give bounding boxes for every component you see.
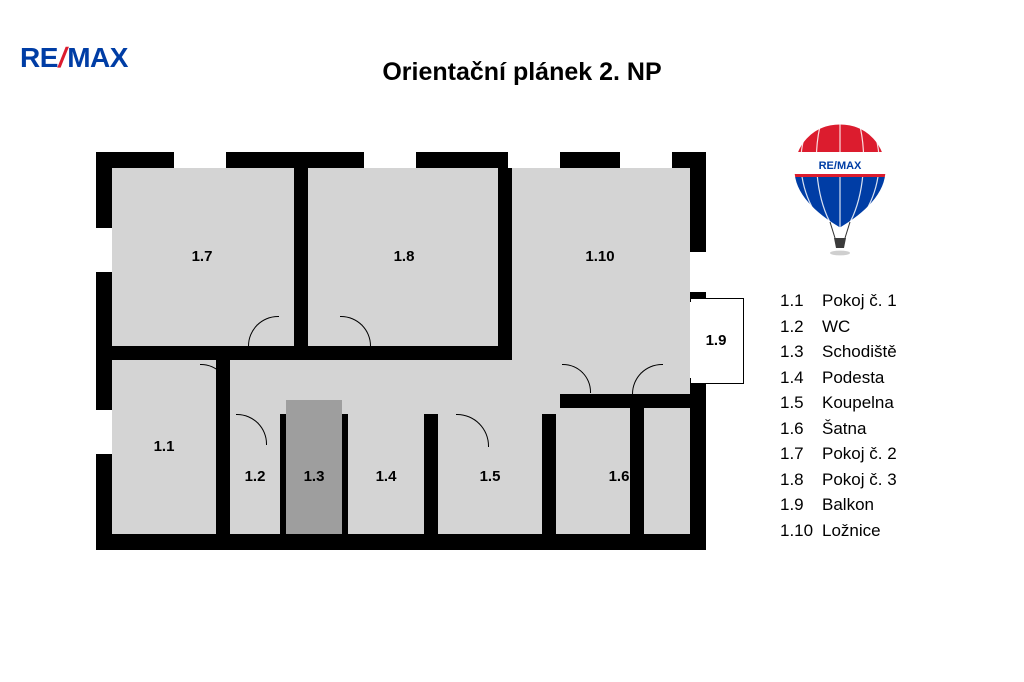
room-1-3-stairs (286, 400, 342, 534)
page-title: Orientační plánek 2. NP (382, 58, 662, 86)
legend-label: Koupelna (822, 393, 894, 412)
legend-label: Pokoj č. 1 (822, 291, 897, 310)
window-left-1 (96, 228, 112, 272)
window-left-2 (96, 410, 112, 454)
floor-plan (96, 152, 727, 550)
legend-number: 1.6 (780, 418, 804, 438)
legend (780, 288, 897, 543)
window-top-3 (508, 152, 560, 168)
room-label-1-4: 1.4 (375, 468, 397, 485)
legend-item-1-6 (780, 416, 897, 442)
legend-number: 1.3 (780, 342, 804, 361)
remax-balloon-icon (790, 122, 890, 257)
legend-item-1-7 (780, 441, 897, 467)
legend-label: WC (822, 316, 851, 336)
legend-number: 1.10 (780, 520, 814, 540)
logo-slash: / (55, 42, 70, 73)
legend-label: Ložnice (822, 520, 881, 540)
logo-text-max: MAX (67, 42, 128, 73)
legend-label: Šatna (822, 418, 867, 438)
legend-item-1-8 (780, 467, 897, 493)
legend-item-1-4 (780, 365, 897, 391)
room-label-1-6: 1.6 (608, 468, 630, 485)
room-label-1-10: 1.10 (585, 248, 615, 265)
legend-number: 1.8 (780, 469, 804, 489)
room-label-1-8: 1.8 (393, 248, 415, 265)
legend-number: 1.9 (780, 495, 804, 514)
legend-number: 1.5 (780, 393, 804, 412)
legend-label: Podesta (822, 367, 885, 387)
legend-item-1-9 (780, 492, 897, 518)
legend-number: 1.2 (780, 316, 804, 336)
legend-item-1-1 (780, 288, 897, 314)
legend-item-1-10 (780, 518, 897, 544)
legend-number: 1.1 (780, 291, 804, 310)
window-right-1 (690, 252, 706, 292)
room-label-1-1: 1.1 (153, 438, 175, 455)
room-label-1-9: 1.9 (705, 332, 727, 349)
legend-label: Pokoj č. 3 (822, 469, 897, 489)
window-top-4 (620, 152, 672, 168)
legend-number: 1.7 (780, 444, 804, 463)
room-label-1-2: 1.2 (244, 468, 266, 485)
legend-item-1-3 (780, 339, 897, 365)
legend-item-1-5 (780, 390, 897, 416)
balloon-wordmark: RE/MAX (818, 160, 862, 172)
room-label-1-5: 1.5 (479, 468, 501, 485)
legend-item-1-2 (780, 314, 897, 340)
legend-label: Balkon (822, 495, 874, 514)
window-top-1 (174, 152, 226, 168)
legend-label: Pokoj č. 2 (822, 444, 897, 463)
room-1-6-extension (644, 408, 690, 534)
legend-label: Schodiště (822, 342, 897, 361)
window-top-2 (364, 152, 416, 168)
legend-number: 1.4 (780, 367, 804, 387)
logo-text-re: RE (20, 42, 58, 73)
room-label-1-3: 1.3 (303, 468, 325, 485)
corridor (230, 360, 560, 414)
room-label-1-7: 1.7 (191, 248, 213, 265)
